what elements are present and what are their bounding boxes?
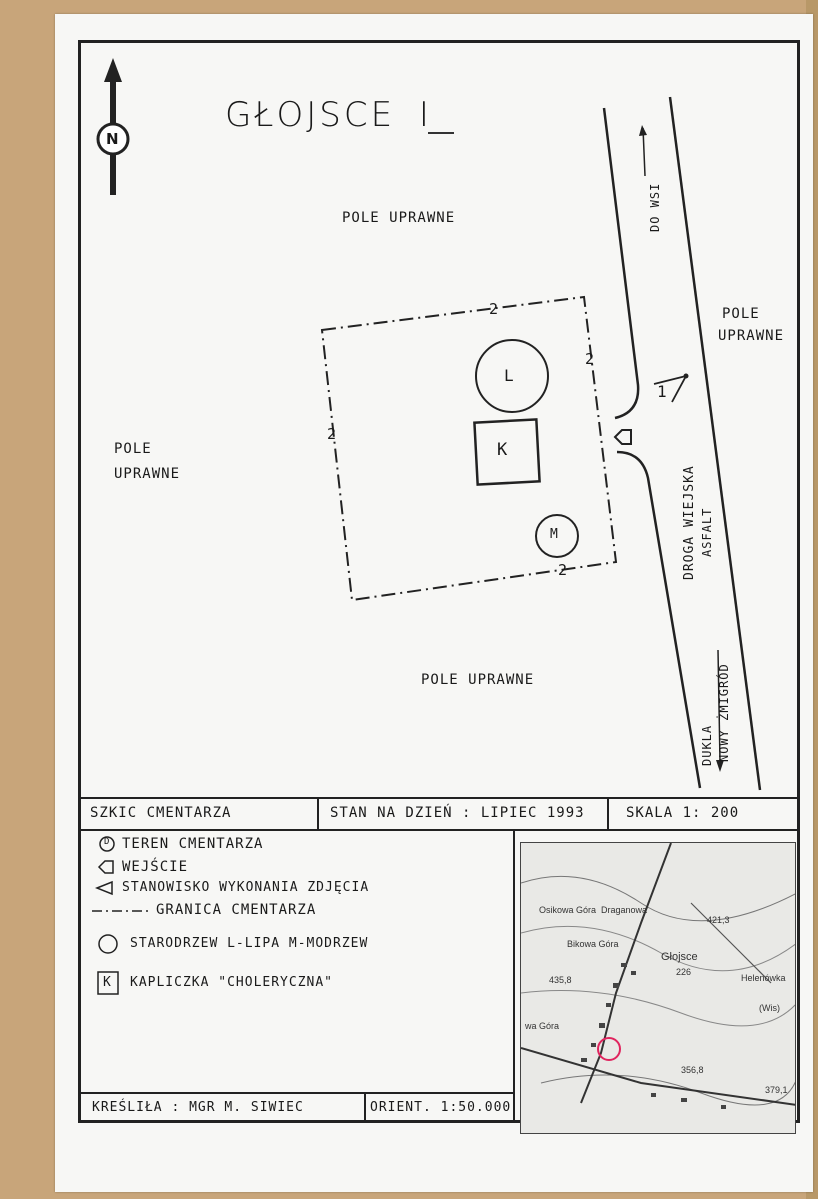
map-label-3: Głojsce — [661, 951, 698, 963]
footer-drawn-by: KREŚLIŁA : MGR M. SIWIEC — [92, 1100, 304, 1115]
legend-photo-position: STANOWISKO WYKONANIA ZDJĘCIA — [122, 880, 370, 895]
footer-state-label: STAN NA DZIEŃ : LIPIEC 1993 — [330, 805, 585, 821]
footer-sketch-label: SZKIC CMENTARZA — [90, 805, 232, 821]
field-label-bottom: POLE UPRAWNE — [421, 672, 535, 688]
boundary-marker-top: 2 — [489, 300, 500, 318]
map-label-2: Bikowa Góra — [567, 939, 619, 949]
road-name-2: ASFALT — [700, 507, 714, 557]
legend-cemetery-area: TEREN CMENTARZA — [122, 836, 264, 852]
sheet-title — [225, 95, 432, 135]
orientation-map — [520, 842, 796, 1134]
footer-orient-label: ORIENT. 1:50.000 — [370, 1100, 512, 1115]
map-label-8: 435,8 — [549, 975, 572, 985]
linden-letter: L — [504, 366, 515, 385]
cemetery-boundary — [322, 297, 616, 600]
boundary-marker-left: 2 — [327, 425, 338, 443]
legend-cemetery-symbol: D — [104, 837, 111, 847]
road-name-1: DROGA WIEJSKA — [682, 465, 697, 580]
road-direction-1: DUKLA — [700, 724, 714, 766]
field-label-left-1: POLE — [114, 441, 152, 457]
map-label-1: Draganowa — [601, 905, 648, 915]
orientation-map-drawing — [521, 843, 796, 1134]
boundary-marker-right: 2 — [585, 350, 596, 368]
footer-scale-label: SKALA 1: 200 — [626, 805, 740, 821]
title-text: GŁOJSCE — [225, 95, 396, 135]
map-label-6: Helenówka — [741, 973, 786, 983]
north-arrow-icon — [98, 58, 128, 195]
chapel-letter: K — [497, 440, 509, 460]
road-label-to-village: DO WSI — [648, 182, 662, 232]
legend-boundary: GRANICA CMENTARZA — [156, 902, 317, 918]
field-label-left-2: UPRAWNE — [114, 466, 181, 482]
map-label-4: 226 — [676, 967, 692, 977]
legend-chapel: KAPLICZKA "CHOLERYCZNA" — [130, 975, 334, 990]
larch-letter: M — [550, 527, 559, 542]
photo-position-number: 1 — [657, 382, 668, 401]
map-label-11: 379,1 — [765, 1085, 788, 1095]
field-label-top: POLE UPRAWNE — [342, 210, 456, 226]
legend-entrance: WEJŚCIE — [122, 859, 189, 875]
legend-chapel-symbol: K — [103, 975, 112, 990]
map-label-5: 421,3 — [707, 915, 730, 925]
north-letter: N — [106, 130, 120, 148]
map-label-0: Osikowa Góra — [539, 905, 597, 915]
boundary-marker-bottom: 2 — [558, 561, 569, 579]
field-label-right-1: POLE — [722, 306, 760, 322]
map-label-7: (Wis) — [759, 1003, 780, 1013]
map-label-10: 356,8 — [681, 1065, 704, 1075]
legend-old-trees: STARODRZEW L-LIPA M-MODRZEW — [130, 936, 369, 951]
road-direction-2: NOWY ŻMIGRÓD — [717, 663, 731, 762]
title-numeral: I — [418, 95, 432, 135]
entrance-icon — [615, 430, 631, 444]
field-label-right-2: UPRAWNE — [718, 328, 785, 344]
map-label-9: wa Góra — [525, 1021, 560, 1031]
